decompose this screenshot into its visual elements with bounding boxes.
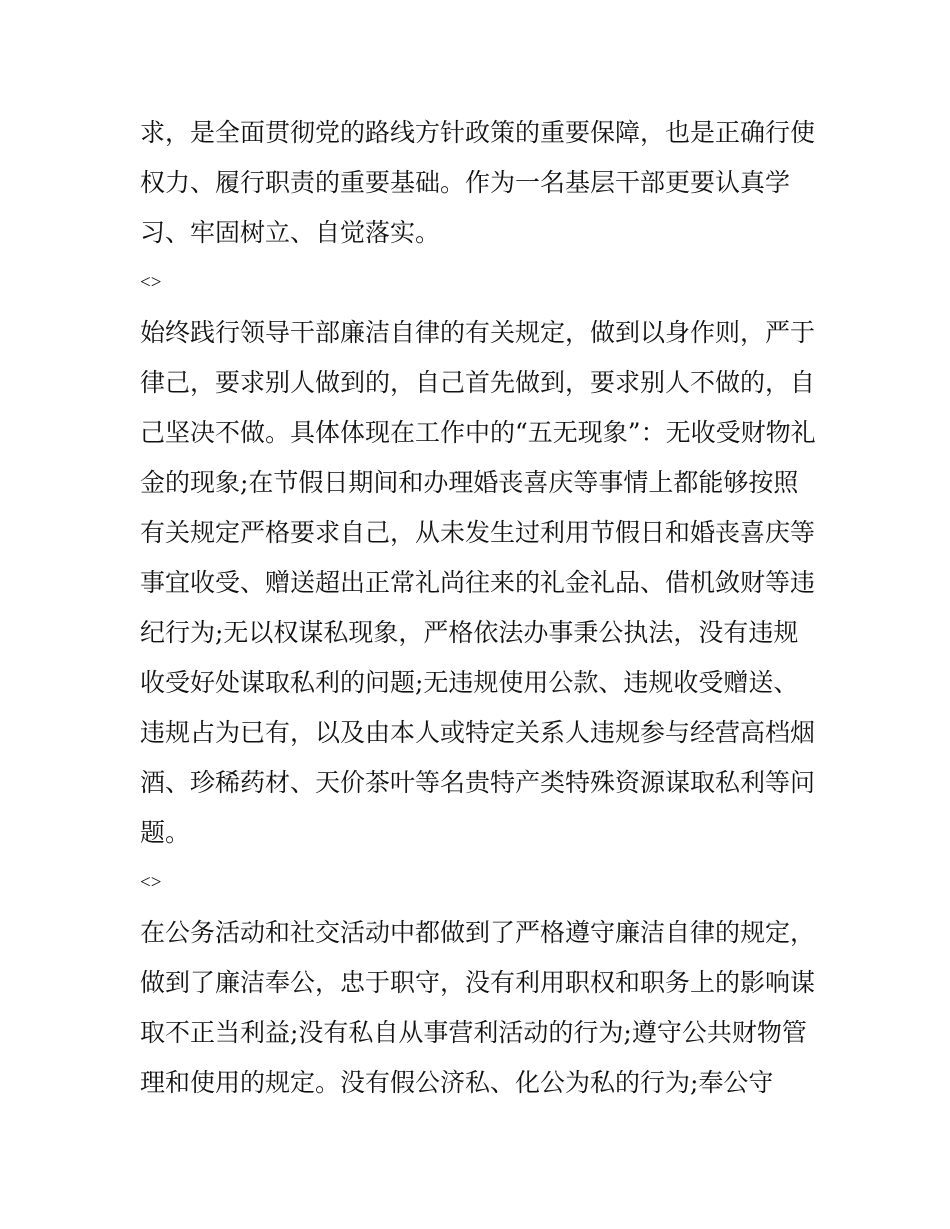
separator-1: <>: [140, 272, 162, 293]
paragraph-3-line-2: 做到了廉洁奉公，忠于职守，没有利用职权和职务上的影响谋: [140, 968, 816, 997]
separator-2: <>: [140, 872, 162, 893]
paragraph-2-line-8: 收受好处谋取私利的问题;无违规使用公款、违规收受赠送、: [140, 668, 799, 697]
paragraph-1-line-3: 习、牢固树立、自觉落实。: [140, 218, 441, 247]
paragraph-3: [140, 908, 830, 1108]
paragraph-1-line-2: 权力、履行职责的重要基础。作为一名基层干部更要认真学: [140, 168, 791, 197]
paragraph-2: [140, 308, 830, 858]
paragraph-2-line-10: 酒、珍稀药材、天价茶叶等名贵特产类特殊资源谋取私利等问: [140, 768, 816, 797]
paragraph-3-line-1: 在公务活动和社交活动中都做到了严格遵守廉洁自律的规定，: [140, 918, 816, 947]
paragraph-2-line-9: 违规占为已有，以及由本人或特定关系人违规参与经营高档烟: [140, 718, 816, 747]
paragraph-2-line-2: 律己，要求别人做到的，自己首先做到，要求别人不做的，自: [140, 368, 816, 397]
paragraph-2-line-3: 己坚决不做。具体体现在工作中的“五无现象”：无收受财物礼: [140, 418, 816, 447]
paragraph-3-line-3: 取不正当利益;没有私自从事营利活动的行为;遵守公共财物管: [140, 1018, 807, 1047]
paragraph-1: [140, 108, 830, 258]
paragraph-3-line-4: 理和使用的规定。没有假公济私、化公为私的行为;奉公守: [140, 1068, 774, 1097]
paragraph-2-line-1: 始终践行领导干部廉洁自律的有关规定，做到以身作则，严于: [140, 318, 816, 347]
paragraph-2-line-6: 事宜收受、赠送超出正常礼尚往来的礼金礼品、借机敛财等违: [140, 568, 816, 597]
paragraph-2-line-4: 金的现象;在节假日期间和办理婚丧喜庆等事情上都能够按照: [140, 468, 799, 497]
document-body: [140, 108, 830, 1108]
paragraph-2-line-11: 题。: [140, 818, 191, 847]
paragraph-2-line-7: 纪行为;无以权谋私现象，严格依法办事秉公执法，没有违规: [140, 618, 799, 647]
paragraph-1-line-1: 求，是全面贯彻党的路线方针政策的重要保障，也是正确行使: [140, 118, 816, 147]
paragraph-2-line-5: 有关规定严格要求自己，从未发生过利用节假日和婚丧喜庆等: [140, 518, 816, 547]
